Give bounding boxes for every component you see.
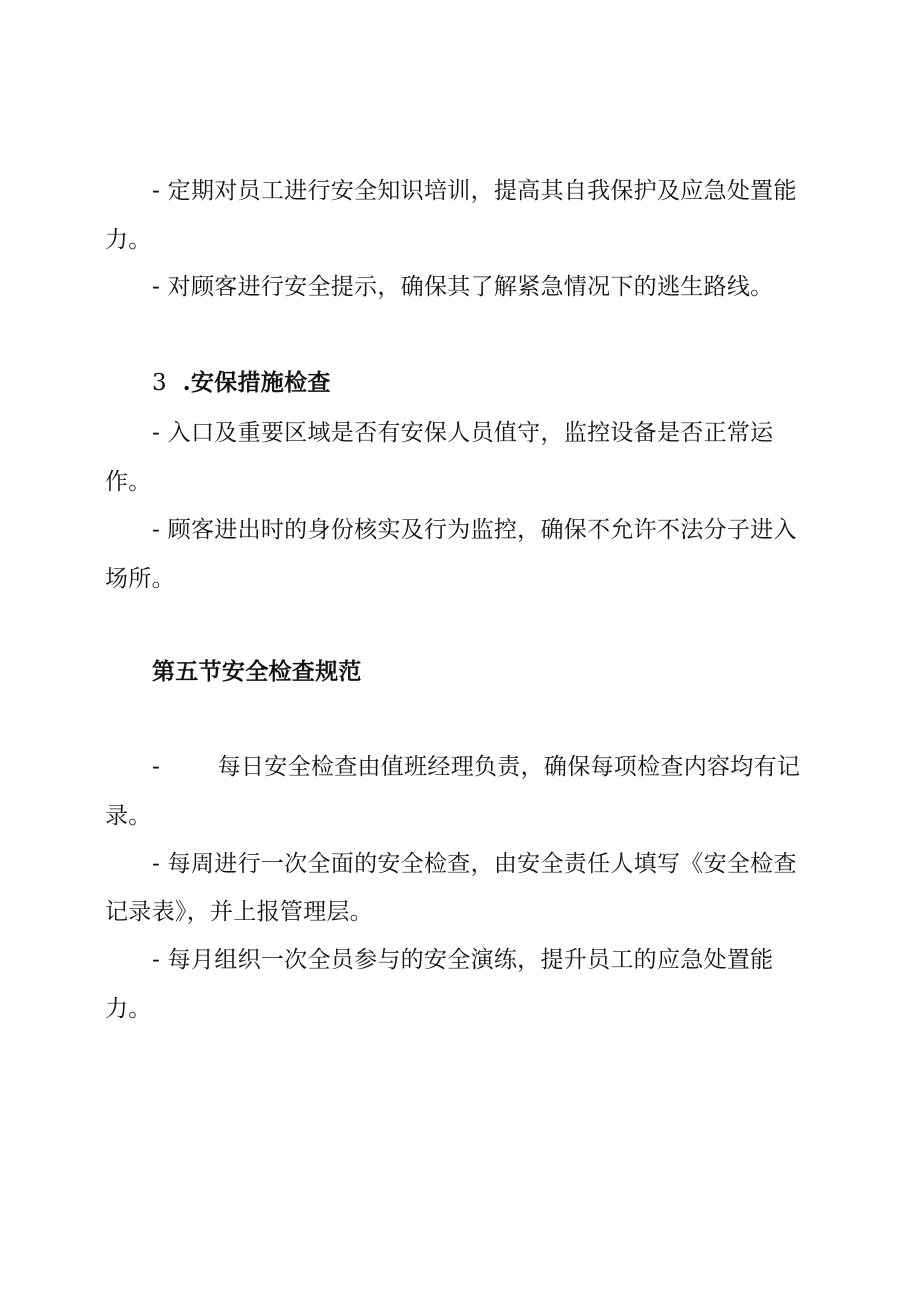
item-dash: - (152, 754, 161, 780)
training-item-2-line-1: - 对顾客进行安全提示，确保其了解紧急情况下的逃生路线。 (152, 274, 774, 300)
security-item-2-line-1: - 顾客进出时的身份核实及行为监控，确保不允许不法分子进入 (152, 517, 797, 543)
security-item-1-line-1: - 入口及重要区域是否有安保人员值守，监控设备是否正常运 (152, 420, 774, 446)
security-item-1-line-2: 作。 (105, 469, 152, 495)
section-five-item-3-line-2: 力。 (105, 996, 152, 1022)
security-item-2-line-2: 场所。 (105, 566, 175, 592)
training-item-1-line-1: - 定期对员工进行安全知识培训，提高其自我保护及应急处置能 (152, 178, 797, 204)
item-text: 每日安全检查由值班经理负责，确保每项检查内容均有记 (217, 754, 801, 780)
heading-number: 3 (152, 370, 167, 396)
section-heading-security (152, 368, 331, 398)
section-five-item-1-line-1 (152, 752, 800, 782)
section-five-item-2-line-2: 记录表》，并上报管理层。 (105, 899, 374, 925)
section-five-item-3-line-1: - 每月组织一次全员参与的安全演练，提升员工的应急处置能 (152, 947, 774, 973)
section-five-item-1-line-2: 录。 (105, 803, 152, 829)
heading-text: .安保措施检查 (182, 369, 331, 396)
section-five-title: 第五节安全检查规范 (152, 658, 362, 685)
training-item-1-line-2: 力。 (105, 227, 152, 253)
section-five-item-2-line-1: - 每周进行一次全面的安全检查，由安全责任人填写《安全检查 (152, 851, 797, 877)
